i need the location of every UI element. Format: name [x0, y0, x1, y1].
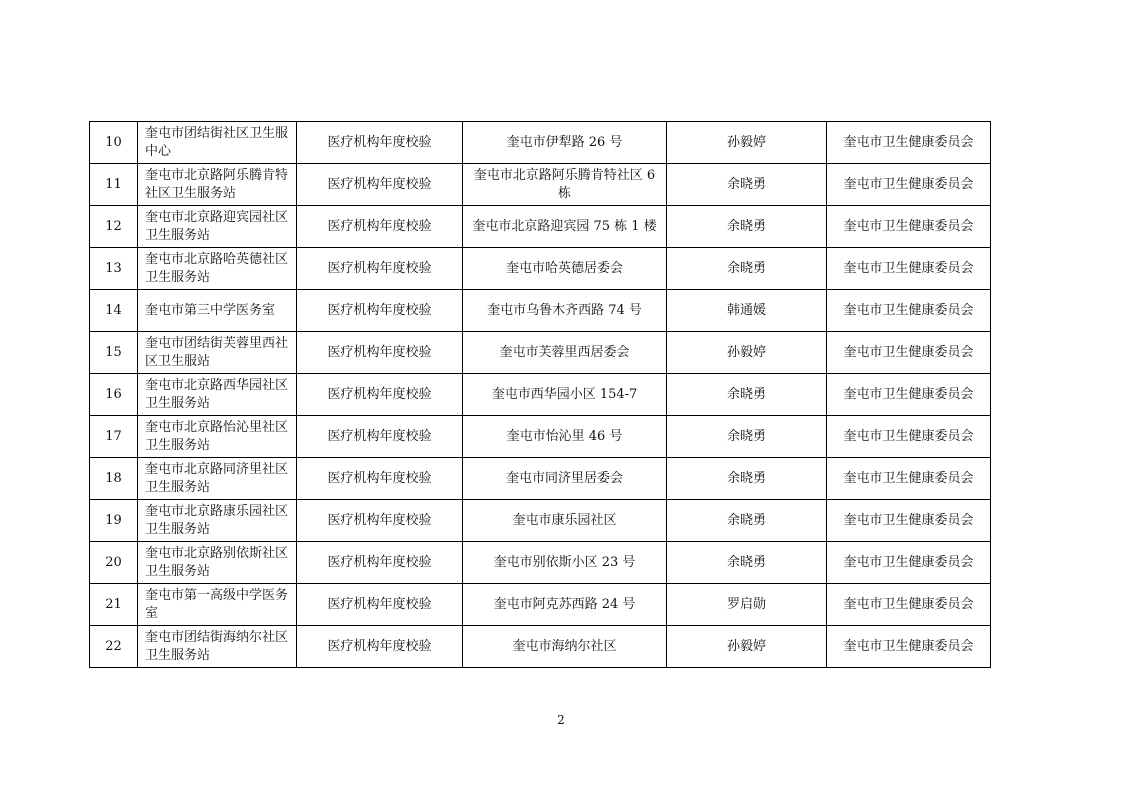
cell-institution-name: 奎屯市北京路康乐园社区卫生服务站 — [138, 500, 297, 542]
cell-no: 12 — [90, 206, 138, 248]
cell-person: 余晓勇 — [667, 206, 827, 248]
cell-person: 孙毅婷 — [667, 122, 827, 164]
cell-department: 奎屯市卫生健康委员会 — [827, 542, 991, 584]
cell-institution-name: 奎屯市北京路别依斯社区卫生服务站 — [138, 542, 297, 584]
cell-item: 医疗机构年度校验 — [297, 458, 463, 500]
cell-person: 余晓勇 — [667, 248, 827, 290]
cell-person: 余晓勇 — [667, 500, 827, 542]
cell-item: 医疗机构年度校验 — [297, 542, 463, 584]
cell-address: 奎屯市芙蓉里西居委会 — [463, 332, 667, 374]
cell-institution-name: 奎屯市北京路阿乐腾肯特社区卫生服务站 — [138, 164, 297, 206]
records-table — [89, 121, 991, 668]
table-row — [90, 374, 991, 416]
cell-item: 医疗机构年度校验 — [297, 122, 463, 164]
cell-no: 22 — [90, 626, 138, 668]
cell-department: 奎屯市卫生健康委员会 — [827, 206, 991, 248]
cell-address: 奎屯市北京路阿乐腾肯特社区 6 栋 — [463, 164, 667, 206]
cell-person: 余晓勇 — [667, 458, 827, 500]
cell-address: 奎屯市别依斯小区 23 号 — [463, 542, 667, 584]
cell-person: 罗启勋 — [667, 584, 827, 626]
cell-department: 奎屯市卫生健康委员会 — [827, 458, 991, 500]
cell-department: 奎屯市卫生健康委员会 — [827, 122, 991, 164]
cell-item: 医疗机构年度校验 — [297, 500, 463, 542]
cell-item: 医疗机构年度校验 — [297, 248, 463, 290]
records-table-body — [90, 122, 991, 668]
cell-item: 医疗机构年度校验 — [297, 206, 463, 248]
cell-no: 20 — [90, 542, 138, 584]
cell-department: 奎屯市卫生健康委员会 — [827, 164, 991, 206]
table-row — [90, 206, 991, 248]
cell-address: 奎屯市同济里居委会 — [463, 458, 667, 500]
cell-department: 奎屯市卫生健康委员会 — [827, 416, 991, 458]
cell-institution-name: 奎屯市北京路同济里社区卫生服务站 — [138, 458, 297, 500]
cell-department: 奎屯市卫生健康委员会 — [827, 290, 991, 332]
cell-item: 医疗机构年度校验 — [297, 164, 463, 206]
cell-department: 奎屯市卫生健康委员会 — [827, 374, 991, 416]
cell-no: 16 — [90, 374, 138, 416]
cell-address: 奎屯市海纳尔社区 — [463, 626, 667, 668]
cell-institution-name: 奎屯市第三中学医务室 — [138, 290, 297, 332]
cell-address: 奎屯市乌鲁木齐西路 74 号 — [463, 290, 667, 332]
cell-department: 奎屯市卫生健康委员会 — [827, 248, 991, 290]
cell-no: 21 — [90, 584, 138, 626]
cell-no: 18 — [90, 458, 138, 500]
table-row — [90, 332, 991, 374]
page-number: 2 — [557, 713, 565, 727]
cell-person: 孙毅婷 — [667, 332, 827, 374]
cell-address: 奎屯市康乐园社区 — [463, 500, 667, 542]
cell-item: 医疗机构年度校验 — [297, 584, 463, 626]
table-row — [90, 626, 991, 668]
cell-address: 奎屯市怡沁里 46 号 — [463, 416, 667, 458]
table-row — [90, 500, 991, 542]
cell-person: 余晓勇 — [667, 374, 827, 416]
cell-address: 奎屯市阿克苏西路 24 号 — [463, 584, 667, 626]
table-row — [90, 542, 991, 584]
cell-no: 13 — [90, 248, 138, 290]
cell-no: 19 — [90, 500, 138, 542]
cell-address: 奎屯市西华园小区 154-7 — [463, 374, 667, 416]
cell-institution-name: 奎屯市北京路西华园社区卫生服务站 — [138, 374, 297, 416]
cell-institution-name: 奎屯市第一高级中学医务室 — [138, 584, 297, 626]
cell-address: 奎屯市北京路迎宾园 75 栋 1 楼 — [463, 206, 667, 248]
table-row — [90, 290, 991, 332]
cell-item: 医疗机构年度校验 — [297, 290, 463, 332]
cell-person: 余晓勇 — [667, 542, 827, 584]
cell-person: 孙毅婷 — [667, 626, 827, 668]
cell-institution-name: 奎屯市团结街芙蓉里西社区卫生服站 — [138, 332, 297, 374]
table-row — [90, 416, 991, 458]
cell-institution-name: 奎屯市北京路哈英德社区卫生服务站 — [138, 248, 297, 290]
table-row — [90, 458, 991, 500]
cell-institution-name: 奎屯市团结街海纳尔社区卫生服务站 — [138, 626, 297, 668]
cell-address: 奎屯市伊犁路 26 号 — [463, 122, 667, 164]
cell-department: 奎屯市卫生健康委员会 — [827, 584, 991, 626]
cell-institution-name: 奎屯市团结街社区卫生服中心 — [138, 122, 297, 164]
cell-item: 医疗机构年度校验 — [297, 626, 463, 668]
cell-item: 医疗机构年度校验 — [297, 374, 463, 416]
cell-address: 奎屯市哈英德居委会 — [463, 248, 667, 290]
cell-no: 14 — [90, 290, 138, 332]
cell-no: 17 — [90, 416, 138, 458]
cell-department: 奎屯市卫生健康委员会 — [827, 500, 991, 542]
cell-institution-name: 奎屯市北京路迎宾园社区卫生服务站 — [138, 206, 297, 248]
cell-item: 医疗机构年度校验 — [297, 416, 463, 458]
cell-person: 韩通媛 — [667, 290, 827, 332]
cell-person: 余晓勇 — [667, 164, 827, 206]
cell-no: 11 — [90, 164, 138, 206]
cell-department: 奎屯市卫生健康委员会 — [827, 626, 991, 668]
cell-person: 余晓勇 — [667, 416, 827, 458]
cell-institution-name: 奎屯市北京路怡沁里社区卫生服务站 — [138, 416, 297, 458]
table-row — [90, 164, 991, 206]
table-row — [90, 248, 991, 290]
cell-no: 10 — [90, 122, 138, 164]
cell-item: 医疗机构年度校验 — [297, 332, 463, 374]
cell-department: 奎屯市卫生健康委员会 — [827, 332, 991, 374]
table-row — [90, 122, 991, 164]
table-row — [90, 584, 991, 626]
cell-no: 15 — [90, 332, 138, 374]
